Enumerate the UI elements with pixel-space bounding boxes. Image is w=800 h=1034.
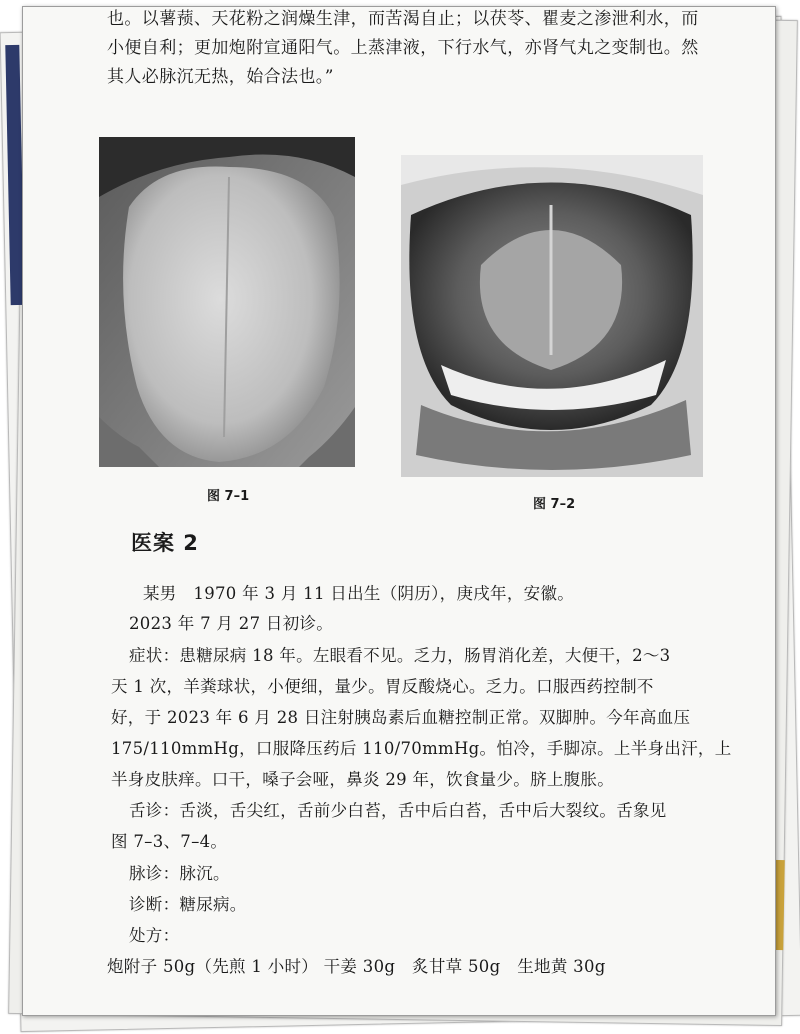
text-line: 天 1 次，羊粪球状，小便细，量少。胃反酸烧心。乏力。口服西药控制不 [111,677,654,696]
text-line: 其人必脉沉无热，始合法也。” [107,67,334,87]
figure-7-1-photo [99,137,355,467]
text-line: 某男 1970 年 3 月 11 日出生（阴历），庚戌年，安徽。 [143,584,575,603]
text-line: 也。以薯蓣、天花粉之润燥生津，而苦渴自止；以茯苓、瞿麦之渗泄利水，而 [107,9,699,29]
text-line: 舌诊：舌淡，舌尖红，舌前少白苔，舌中后白苔，舌中后大裂纹。舌象见 [129,801,667,820]
figure-caption: 图 7–1 [207,489,250,504]
open-mouth-photo-icon [401,155,703,477]
figure-7-2-photo [401,155,703,477]
text-line: 半身皮肤痒。口干，嗓子会哑，鼻炎 29 年，饮食量少。脐上腹胀。 [111,770,615,789]
text-line: 处方： [129,926,180,945]
text-line: 症状：患糖尿病 18 年。左眼看不见。乏力，肠胃消化差，大便干，2～3 [129,646,671,665]
document-page [22,6,776,1016]
text-line: 诊断：糖尿病。 [129,895,247,914]
text-line: 2023 年 7 月 27 日初诊。 [129,614,334,633]
text-line: 小便自利；更加炮附宣通阳气。上蒸津液，下行水气，亦肾气丸之变制也。然 [107,38,699,58]
text-line: 好，于 2023 年 6 月 28 日注射胰岛素后血糖控制正常。双脚肿。今年高血压 [111,708,691,727]
text-line: 脉诊：脉沉。 [129,864,230,883]
top-paragraph [107,6,727,92]
figure-caption: 图 7–2 [533,497,576,512]
text-line: 175/110mmHg，口服降压药后 110/70mmHg。怕冷，手脚凉。上半身出汗，上 [111,739,732,758]
text-line: 图 7–3、7–4。 [111,832,228,851]
tongue-photo-icon [99,137,355,467]
case-heading: 医案 2 [131,531,199,555]
text-line: 炮附子 50g（先煎 1 小时） 干姜 30g 炙甘草 50g 生地黄 30g [107,957,606,976]
